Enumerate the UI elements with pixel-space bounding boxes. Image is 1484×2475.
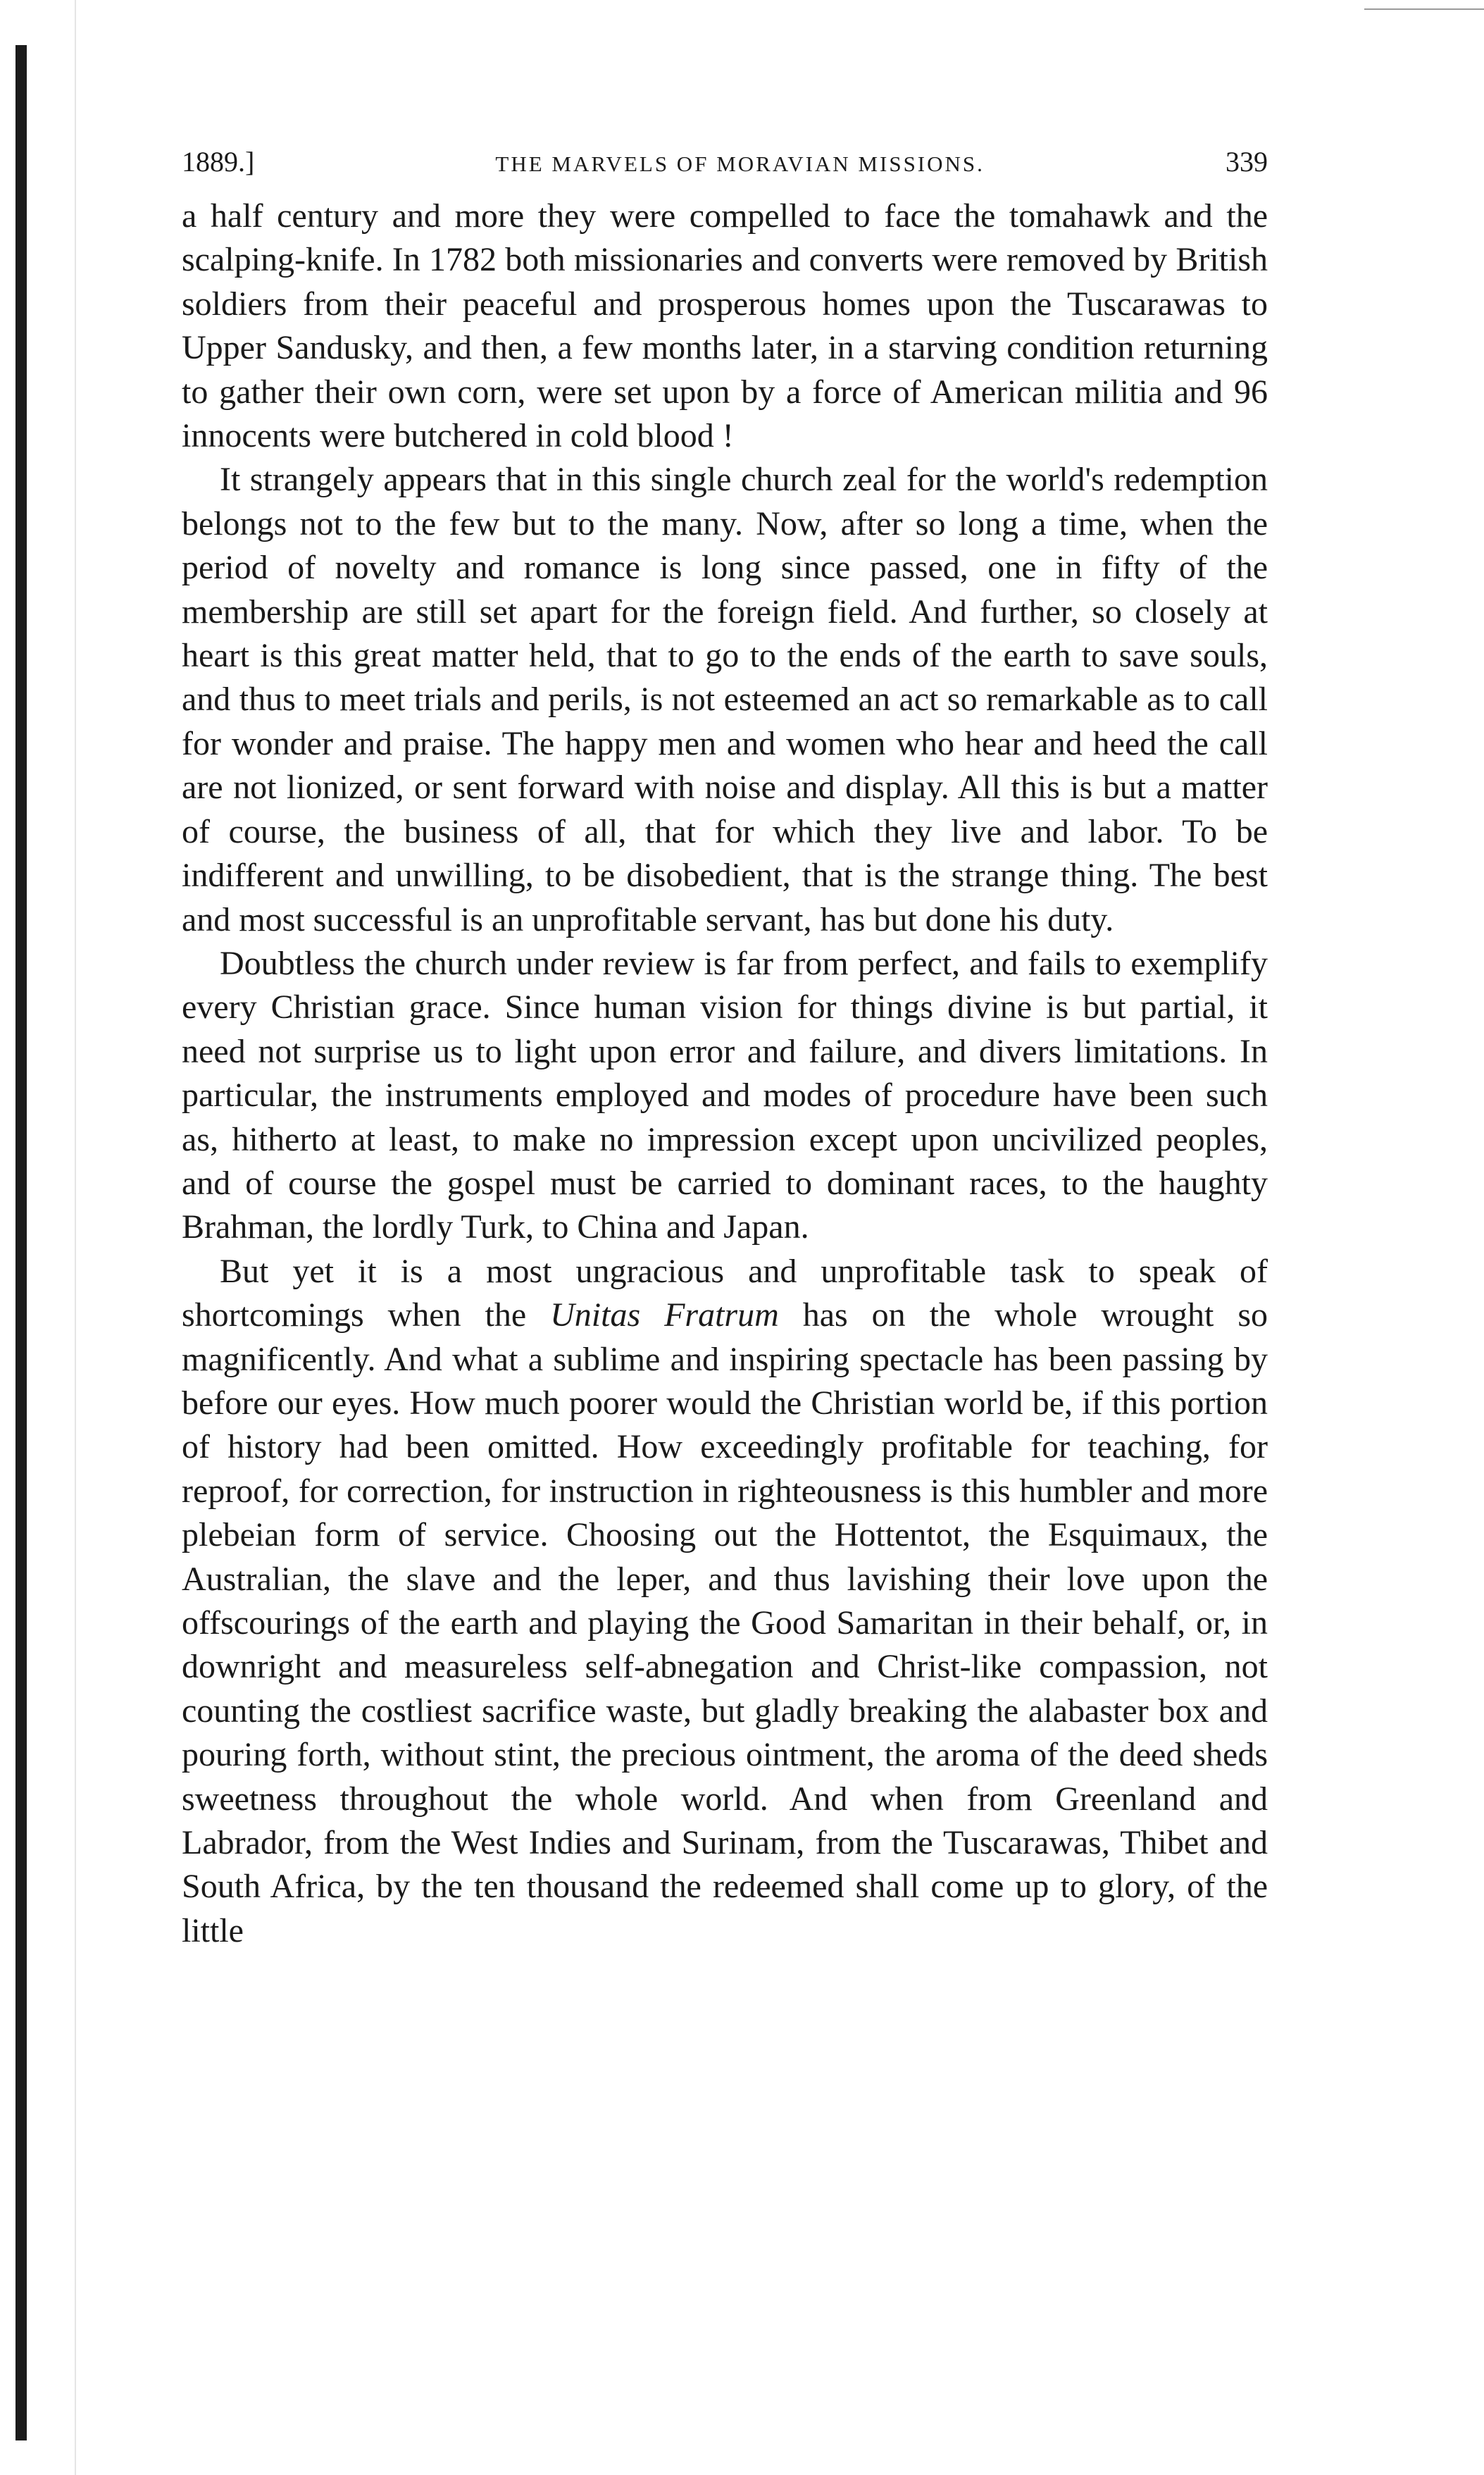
header-title: THE MARVELS OF MORAVIAN MISSIONS. <box>495 151 985 176</box>
header-year: 1889.] <box>182 146 255 178</box>
scan-shadow-line <box>75 0 76 2475</box>
paragraph-1: a half century and more they were compelled to face the tomahawk and the scalping-knife. In 1782 both missionaries and converts were removed by British soldiers from their peaceful and prosperous homes upon the Tuscarawas to Upper Sandusky, and then, a few months later, in a starving condition returning to gather their own corn, were set upon by a force of American militia and 96 innocents were butchered in cold blood ! <box>182 197 1268 455</box>
body-text <box>182 194 1268 1953</box>
paragraph-4-italic: Unitas Fratrum <box>550 1296 779 1334</box>
scan-binding-edge <box>15 45 27 2440</box>
paragraph-4-lead: But yet it is a most ungracious and unprofitable task to speak of shortcomings when the <box>182 1252 1268 1334</box>
scan-corner-rule <box>1364 8 1484 10</box>
paragraph-2: It strangely appears that in this single church zeal for the world's redemption belongs not to the few but to the many. Now, after so long a time, when the period of novelty and romance is long since passed, one in fifty of the membership are still set apart for the foreign field. And further, so closely at heart is this great matter held, that to go to the ends of the earth to save souls, and thus to meet trials and perils, is not esteemed an act so remarkable as to call for wonder and praise. The happy men and women who hear and heed the call are not lionized, or sent forward with noise and display. All this is but a matter of course, the business of all, that for which they live and labor. To be indifferent and unwilling, to be disobedient, that is the strange thing. The best and most successful is an unprofitable servant, has but done his duty. <box>182 461 1268 938</box>
running-head <box>182 139 1268 185</box>
book-page <box>182 139 1268 1953</box>
paragraph-4 <box>182 1250 1268 1954</box>
paragraph-3: Doubtless the church under review is far from perfect, and fails to exemplify every Christian grace. Since human vision for things divine is but partial, it need not surprise us to light upon error and failure, and divers limitations. In particular, the instruments employed and modes of procedure have been such as, hitherto at least, to make no impression except upon uncivilized peoples, and of course the gospel must be carried to dominant races, to the haughty Brahman, the lordly Turk, to China and Japan. <box>182 944 1268 1246</box>
header-page-number: 339 <box>1225 146 1268 178</box>
paragraph-4-rest: has on the whole wrought so magnificently. And what a sublime and inspiring spectacle has been passing by before our eyes. How much poorer would the Christian world be, if this portion of history had been omitted. How exceedingly profitable for teaching, for reproof, for correction, for instruction in righteousness is this humbler and more plebeian form of service. Choosing out the Hottentot, the Esquimaux, the Australian, the slave and the leper, and thus lavishing their love upon the offscourings of the earth and playing the Good Samaritan in their behalf, or, in downright and measureless self-abnegation and Christ-like compassion, not counting the costliest sacrifice waste, but gladly breaking the alabaster box and pouring forth, without stint, the precious ointment, the aroma of the deed sheds sweetness throughout the whole world. And when from Greenland and Labrador, from the West Indies and Surinam, from the Tuscarawas, Thibet and South Africa, by the ten thousand the redeemed shall come up to glory, of the little <box>182 1296 1268 1949</box>
